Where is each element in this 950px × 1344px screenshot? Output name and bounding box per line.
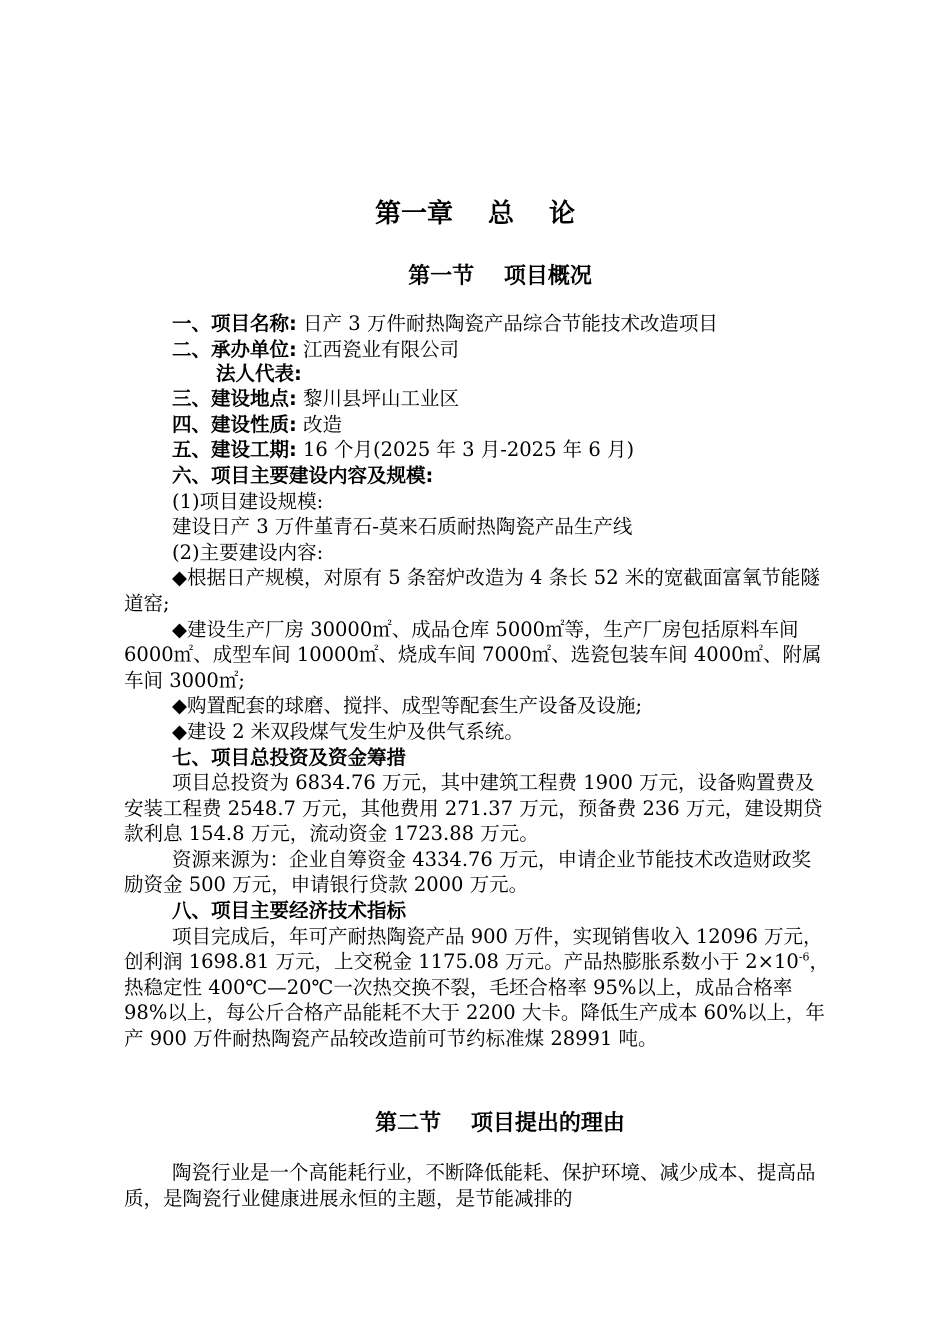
section2-body xyxy=(124,1160,830,1211)
content-item: ◆建设 2 米双段煤气发生炉及供气系统。 xyxy=(172,719,524,743)
item-period: 五、建设工期: 16 个月(2025 年 3 月-2025 年 6 月) xyxy=(172,438,635,462)
content-item: ◆根据日产规模，对原有 5 条窑炉改造为 4 条长 52 米的宽截面富氧节能隧道窑; xyxy=(124,566,820,615)
item-location: 三、建设地点: 黎川县坪山工业区 xyxy=(172,387,460,411)
section1-title: 第一节 项目概况 xyxy=(408,264,592,289)
chapter-title: 第一章 总 论 xyxy=(374,199,576,229)
invest-text: 项目总投资为 6834.76 万元，其中建筑工程费 1900 万元，设备购置费及安装工程费 2548.7 万元，其他费用 271.37 万元，预备费 236 万元，建设期贷款利息 154.8 万元，流动资金 1723.88 万元。 xyxy=(124,771,823,846)
item-legal-rep: 法人代表: xyxy=(216,362,302,386)
scale-text: 建设日产 3 万件堇青石-莫来石质耐热陶瓷产品生产线 xyxy=(172,515,633,539)
content-heading: (2)主要建设内容: xyxy=(172,540,324,564)
section1-body xyxy=(124,311,830,1052)
indicators-heading: 八、项目主要经济技术指标 xyxy=(172,899,407,923)
invest-heading: 七、项目总投资及资金筹措 xyxy=(172,745,407,769)
item-project-name: 一、项目名称: 日产 3 万件耐热陶瓷产品综合节能技术改造项目 xyxy=(172,312,718,335)
item-organizer: 二、承办单位: 江西瓷业有限公司 xyxy=(172,337,460,361)
item-content-heading: 六、项目主要建设内容及规模: xyxy=(172,463,434,487)
item-nature: 四、建设性质: 改造 xyxy=(172,412,343,436)
content-item: ◆购置配套的球磨、搅拌、成型等配套生产设备及设施; xyxy=(172,694,643,718)
section2-text: 陶瓷行业是一个高能耗行业，不断降低能耗、保护环境、减少成本、提高品质，是陶瓷行业健康进展永恒的主题，是节能减排的 xyxy=(124,1161,816,1210)
content-item: ◆建设生产厂房 30000㎡、成品仓库 5000㎡等，生产厂房包括原料车间 6000㎡、成型车间 10000㎡、烧成车间 7000㎡、选瓷包装车间 4000㎡、附属车间 3000㎡; xyxy=(124,617,822,692)
funding-text: 资源来源为：企业自筹资金 4334.76 万元，申请企业节能技术改造财政奖励资金 500 万元，申请银行贷款 2000 万元。 xyxy=(124,847,812,897)
section2-title: 第二节 项目提出的理由 xyxy=(375,1111,625,1136)
scale-heading: (1)项目建设规模: xyxy=(172,489,324,513)
indicators-text: 项目完成后，年可产耐热陶瓷产品 900 万件，实现销售收入 12096 万元，创利润 1698.81 万元，上交税金 1175.08 万元。产品热膨胀系数小于 $2\times 10^{-6}$，热稳定性 400℃—20℃一次热交换不裂，毛坯合格率 95%以上，成品合格率 98%以上，每公斤合格产品能耗不大于 2200 大卡。降低生产成本 60%以上，年产 900 万件耐热陶瓷产品较改造前可节约标准煤 28991 吨。 xyxy=(124,924,830,1051)
